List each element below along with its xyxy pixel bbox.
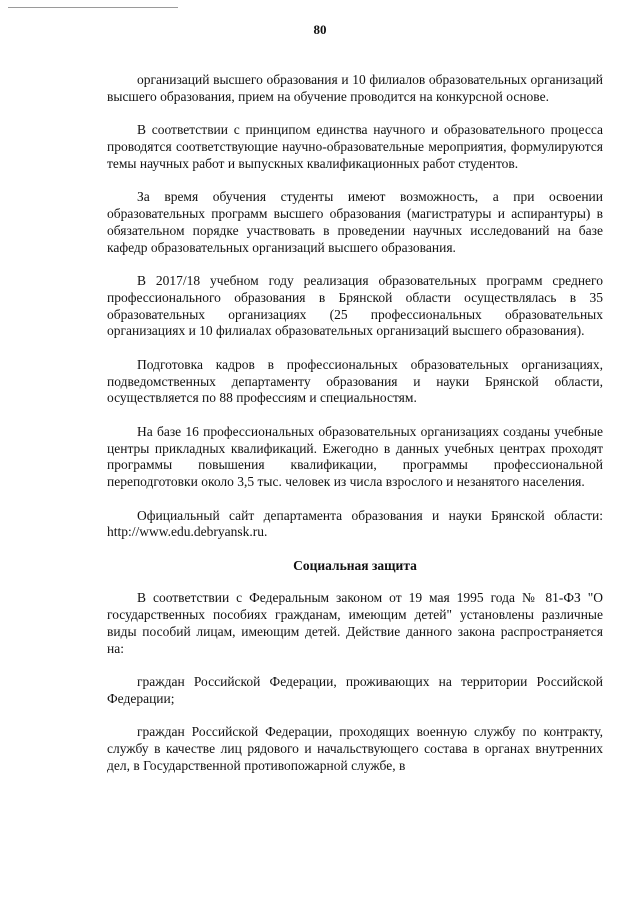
section-paragraph-2: граждан Российской Федерации, проживающих на территории Российской Федерации; [107,674,603,707]
document-body [107,72,603,775]
paragraph-3: За время обучения студенты имеют возможность, а при освоении образовательных программ высшего образования (магистратуры и аспирантуры) в обязательном порядке участвовать в проведении научных исследований на базе кафедр образовательных организаций высшего образования. [107,189,603,255]
paragraph-1: организаций высшего образования и 10 филиалов образовательных организаций высшего образования, прием на обучение проводится на конкурсной основе. [107,72,603,104]
section-heading: Социальная защита [293,557,417,573]
scan-edge-rule [8,7,178,8]
paragraph-4: В 2017/18 учебном году реализация образовательных программ среднего профессионального образования в Брянской области осуществлялась в 35 образовательных организациях (25 профессиональных образовательных организациях и 10 филиалах образовательных организаций высшего образования). [107,272,603,339]
page-number: 80 [313,22,327,37]
section-paragraph-3: граждан Российской Федерации, проходящих военную службу по контракту, службу в качестве лиц рядового и начальствующего состава в органах внутренних дел, в Государственной противопожарной службе, в [107,724,603,774]
paragraph-2: В соответствии с принципом единства научного и образовательного процесса проводятся соответствующие научно-образовательные мероприятия, формулируются темы научных работ и выпускных квалификационных работ студентов. [107,122,603,171]
paragraph-5: Подготовка кадров в профессиональных образовательных организациях, подведомственных департаменту образования и науки Брянской области, осуществляется по 88 профессиям и специальностям. [107,356,603,406]
section-paragraph-1: В соответствии с Федеральным законом от 19 мая 1995 года № 81-ФЗ "О государственных пособиях гражданам, имеющим детей" установлены различные виды пособий лицам, имеющим детей. Действие данного закона распространяется на: [107,590,603,656]
paragraph-6: На базе 16 профессиональных образовательных организациях созданы учебные центры прикладных квалификаций. Ежегодно в данных учебных центрах проходят программы повышения квалификации, программы профессиональной переподготовки около 3,5 тыс. человек из числа взрослого и незанятого населения. [107,423,603,490]
paragraph-7: Официальный сайт департамента образования и науки Брянской области: http://www.edu.debryansk.ru. [107,507,603,540]
